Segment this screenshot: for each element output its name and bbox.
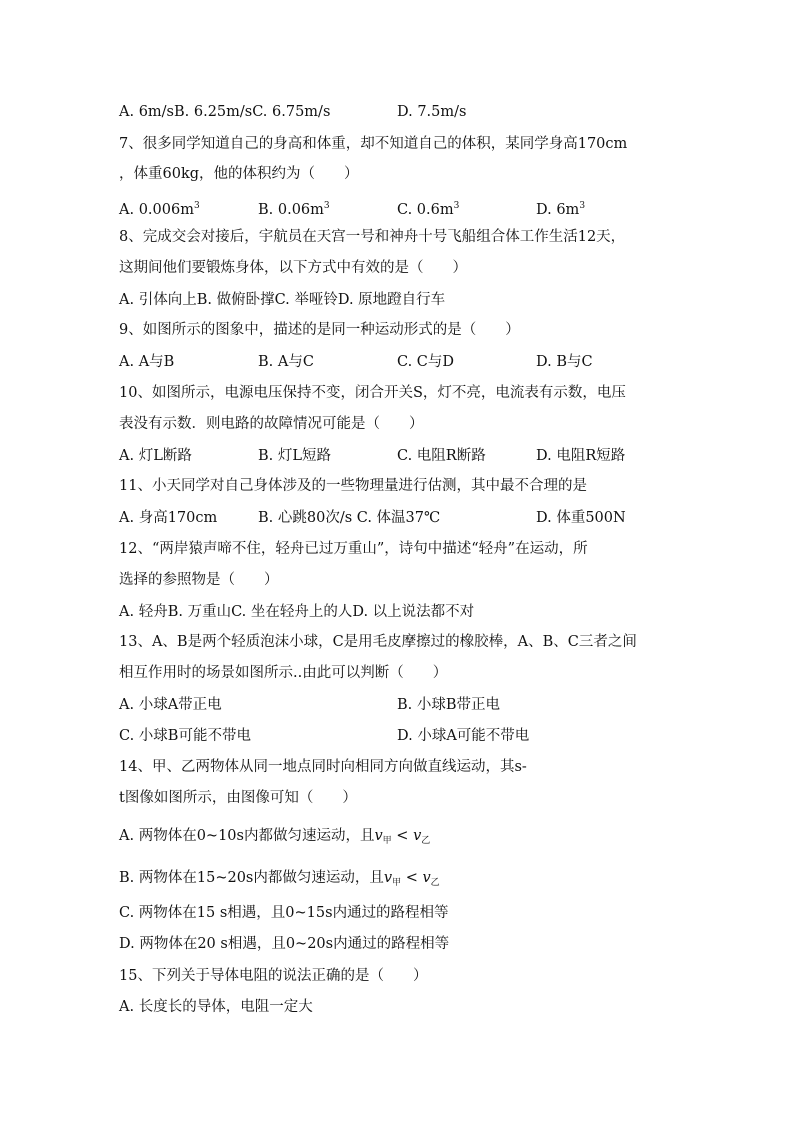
q10-option-c: C. 电阻R断路 bbox=[397, 448, 486, 464]
q6-options-abc: A. 6m/sB. 6.25m/sC. 6.75m/s bbox=[119, 104, 331, 120]
q9-option-b: B. A与C bbox=[258, 354, 314, 370]
q13-text-line1: 13、A、B是两个轻质泡沫小球，C是用毛皮摩擦过的橡胶棒，A、B、C三者之间 bbox=[119, 634, 637, 650]
q14-option-d: D. 两物体在20 s相遇，且0~20s内通过的路程相等 bbox=[119, 936, 450, 952]
q9-text-line1: 9、如图所示的图象中，描述的是同一种运动形式的是（ ） bbox=[119, 322, 520, 338]
q9-option-c: C. C与D bbox=[397, 354, 455, 370]
q14-text-line1: 14、甲、乙两物体从同一地点同时向相同方向做直线运动，其s- bbox=[119, 759, 527, 775]
q7-option-c: C. $0.6m^3$ bbox=[397, 201, 460, 218]
q11-option-d: D. 体重500N bbox=[536, 510, 626, 526]
q13-option-d: D. 小球A可能不带电 bbox=[397, 728, 530, 744]
q13-option-a: A. 小球A带正电 bbox=[119, 697, 222, 713]
q9-option-a: A. A与B bbox=[119, 354, 175, 370]
q11-option-a: A. 身高170cm bbox=[119, 510, 218, 526]
q10-option-a: A. 灯L断路 bbox=[119, 448, 192, 464]
q8-text-line2: 这期间他们要锻炼身体，以下方式中有效的是（ ） bbox=[119, 260, 467, 276]
q14-text-line2: t图像如图所示，由图像可知（ ） bbox=[119, 790, 357, 806]
q12-text-line2: 选择的参照物是（ ） bbox=[119, 572, 279, 588]
q13-option-b: B. 小球B带正电 bbox=[397, 697, 501, 713]
q15-option-a: A. 长度长的导体，电阻一定大 bbox=[119, 999, 313, 1015]
q10-option-b: B. 灯L短路 bbox=[258, 448, 332, 464]
q12-options: A. 轻舟B. 万重山C. 坐在轻舟上的人D. 以上说法都不对 bbox=[119, 604, 475, 620]
q7-option-d: D. $6m^3$ bbox=[536, 201, 586, 218]
q10-text-line2: 表没有示数．则电路的故障情况可能是（ ） bbox=[119, 416, 424, 432]
q9-option-d: D. B与C bbox=[536, 354, 593, 370]
q11-option-bc: B. 心跳80次/s C. 体温37℃ bbox=[258, 510, 441, 526]
q15-text-line1: 15、下列关于导体电阻的说法正确的是（ ） bbox=[119, 968, 428, 984]
q7-option-a: A. $0.006m^3$ bbox=[119, 201, 200, 218]
q13-text-line2: 相互作用时的场景如图所示..由此可以判断（ ） bbox=[119, 665, 448, 681]
q10-text-line1: 10、如图所示，电源电压保持不变，闭合开关S，灯不亮，电流表有示数，电压 bbox=[119, 385, 626, 401]
q7-option-b: B. $0.06m^3$ bbox=[258, 201, 330, 218]
q6-option-d: D. 7.5m/s bbox=[397, 104, 467, 120]
q11-text-line1: 11、小天同学对自己身体涉及的一些物理量进行估测，其中最不合理的是 bbox=[119, 478, 587, 494]
q7-text-line2: ，体重60kg，他的体积约为（ ） bbox=[119, 166, 359, 182]
q14-option-a: A. 两物体在0~10s内都做匀速运动，且$v_甲 < v_乙$ bbox=[119, 828, 431, 846]
q14-option-b: B. 两物体在15~20s内都做匀速运动，且$v_甲 < v_乙$ bbox=[119, 870, 440, 888]
q10-option-d: D. 电阻R短路 bbox=[536, 448, 626, 464]
q8-options: A. 引体向上B. 做俯卧撑C. 举哑铃D. 原地蹬自行车 bbox=[119, 292, 446, 308]
q8-text-line1: 8、完成交会对接后，宇航员在天宫一号和神舟十号飞船组合体工作生活12天， bbox=[119, 229, 626, 245]
q12-text-line1: 12、“两岸猿声啼不住，轻舟已过万重山”，诗句中描述“轻舟”在运动，所 bbox=[119, 541, 588, 557]
q13-option-c: C. 小球B可能不带电 bbox=[119, 728, 251, 744]
q7-text-line1: 7、很多同学知道自己的身高和体重，却不知道自己的体积，某同学身高170cm bbox=[119, 136, 628, 152]
q14-option-c: C. 两物体在15 s相遇，且0~15s内通过的路程相等 bbox=[119, 905, 449, 921]
